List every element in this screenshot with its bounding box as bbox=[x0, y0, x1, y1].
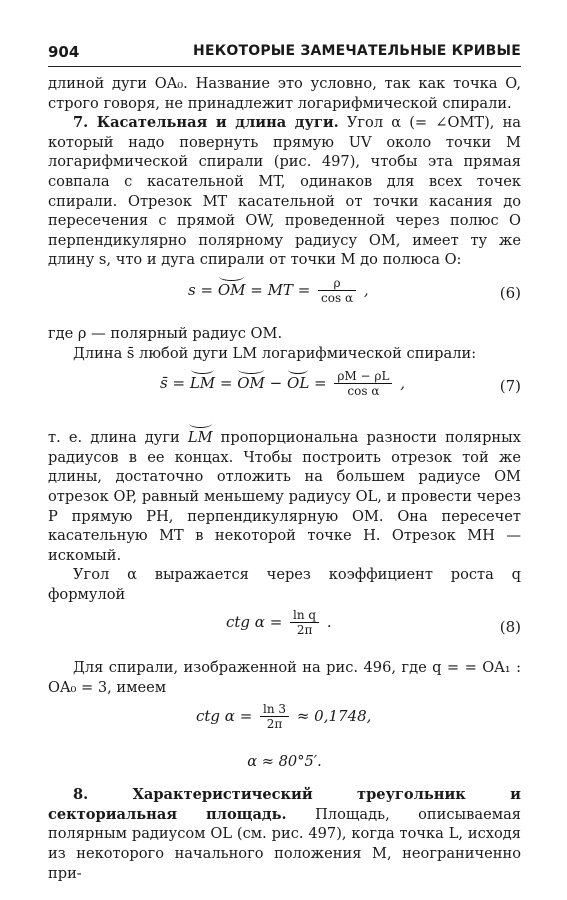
paragraph-arc-length bbox=[48, 421, 521, 565]
eq7-numerator: ρM − ρL bbox=[337, 369, 390, 384]
paragraph-section-8 bbox=[48, 785, 521, 883]
paragraph-angle: Угол α выражается через коэффициент роста q формулой bbox=[48, 566, 521, 603]
equation-6 bbox=[48, 270, 521, 324]
equation-8-body bbox=[226, 608, 332, 638]
equation-6-body bbox=[188, 274, 369, 306]
eq7-eq1: = bbox=[215, 374, 238, 393]
eq8-denominator: 2π bbox=[290, 622, 319, 638]
eq7-eq2: = bbox=[309, 374, 332, 393]
running-header bbox=[48, 40, 521, 67]
p-te-post: пропорциональна разности полярных радиусов в ее концах. Чтобы построить отрезок той же длины, достаточно отложить на большем радиусе OM отрезок OP, равный меньшему радиусу OL, и провести через P прямую PH, перпендикулярную OM. Она пересечет касательную MT в некоторой точке H. Отрезок MH — искомый. bbox=[48, 429, 521, 564]
eq7-arc-ol: OL bbox=[287, 367, 309, 394]
eq6-mid: = MT = bbox=[245, 280, 316, 299]
eq9-rhs: ≈ 0,1748, bbox=[292, 706, 372, 725]
eq6-fraction bbox=[318, 276, 356, 306]
paragraph-rho: где ρ — полярный радиус OM. bbox=[48, 324, 283, 342]
section-8-heading: 8. Характеристический треугольник и секториальная площадь. bbox=[48, 786, 521, 823]
eq6-tail: , bbox=[359, 280, 369, 299]
page-number: 904 bbox=[48, 43, 80, 61]
eq9-fraction bbox=[260, 702, 289, 732]
eq7-lhs: s̄ = bbox=[160, 374, 190, 393]
paragraph-length: Длина s̄ любой дуги LM логарифмической спирали: bbox=[73, 344, 477, 362]
eq7-denominator: cos α bbox=[334, 383, 392, 399]
eq6-numerator: ρ bbox=[333, 275, 341, 290]
eq6-arc-om: OM bbox=[218, 274, 246, 301]
eq8-tail: . bbox=[322, 613, 332, 632]
equation-8 bbox=[48, 604, 521, 658]
equation-10: α ≈ 80°5′. bbox=[247, 752, 322, 770]
eq6-lhs: s = bbox=[188, 280, 218, 299]
eq7-minus: − bbox=[264, 374, 288, 393]
eq9-lhs: ctg α = bbox=[196, 706, 258, 725]
eq9-denominator: 2π bbox=[260, 716, 289, 732]
eq8-lhs: ctg α = bbox=[226, 613, 288, 632]
equation-7 bbox=[48, 363, 521, 417]
p-te-arc-lm: LM bbox=[188, 421, 213, 448]
section-7-heading: 7. Касательная и длина дуги. bbox=[73, 114, 339, 132]
paragraph-section-7 bbox=[48, 113, 521, 270]
page bbox=[48, 40, 521, 883]
equation-9 bbox=[48, 698, 521, 752]
section-8-text: Площадь, описываемая полярным радиусом OL (см. рис. 497), когда точка L, исходя из некоторого начального положения M, неограниченно при- bbox=[48, 805, 521, 882]
equation-9-body bbox=[196, 702, 371, 732]
text-body bbox=[48, 74, 521, 883]
eq7-tail: , bbox=[395, 374, 405, 393]
eq6-denominator: cos α bbox=[318, 290, 356, 306]
equation-7-label: (7) bbox=[499, 377, 521, 396]
eq7-fraction bbox=[334, 369, 392, 399]
paragraph-example: Для спирали, изображенной на рис. 496, где q = = OA₁ : OA₀ = 3, имеем bbox=[48, 659, 521, 697]
eq7-arc-lm: LM bbox=[190, 367, 215, 394]
section-7-text: Угол α (= ∠OMT), на который надо повернуть прямую UV около точки M логарифмической спирали (рис. 497), чтобы эта прямая совпала с касательной MT, одинаков для всех точек спирали. Отрезок MT касательной от точки касания до пересечения с прямой OW, проведенной через полюс O перпендикулярно полярному радиусу OM, имеет ту же длину s, что и дуга спирали от точки M до полюса O: bbox=[48, 114, 521, 269]
equation-7-body bbox=[160, 367, 405, 399]
paragraph-continuation: длиной дуги OA₀. Название это условно, так как точка O, строго говоря, не принадлежит логарифмической спирали. bbox=[48, 75, 521, 112]
p-te-pre: т. е. длина дуги bbox=[48, 429, 188, 447]
eq8-fraction bbox=[290, 608, 319, 638]
eq8-numerator: ln q bbox=[293, 608, 317, 623]
eq9-numerator: ln 3 bbox=[263, 701, 287, 716]
eq7-arc-om: OM bbox=[237, 367, 265, 394]
equation-6-label: (6) bbox=[499, 283, 521, 302]
running-title: НЕКОТОРЫЕ ЗАМЕЧАТЕЛЬНЫЕ КРИВЫЕ bbox=[193, 43, 521, 59]
equation-8-label: (8) bbox=[499, 618, 521, 637]
